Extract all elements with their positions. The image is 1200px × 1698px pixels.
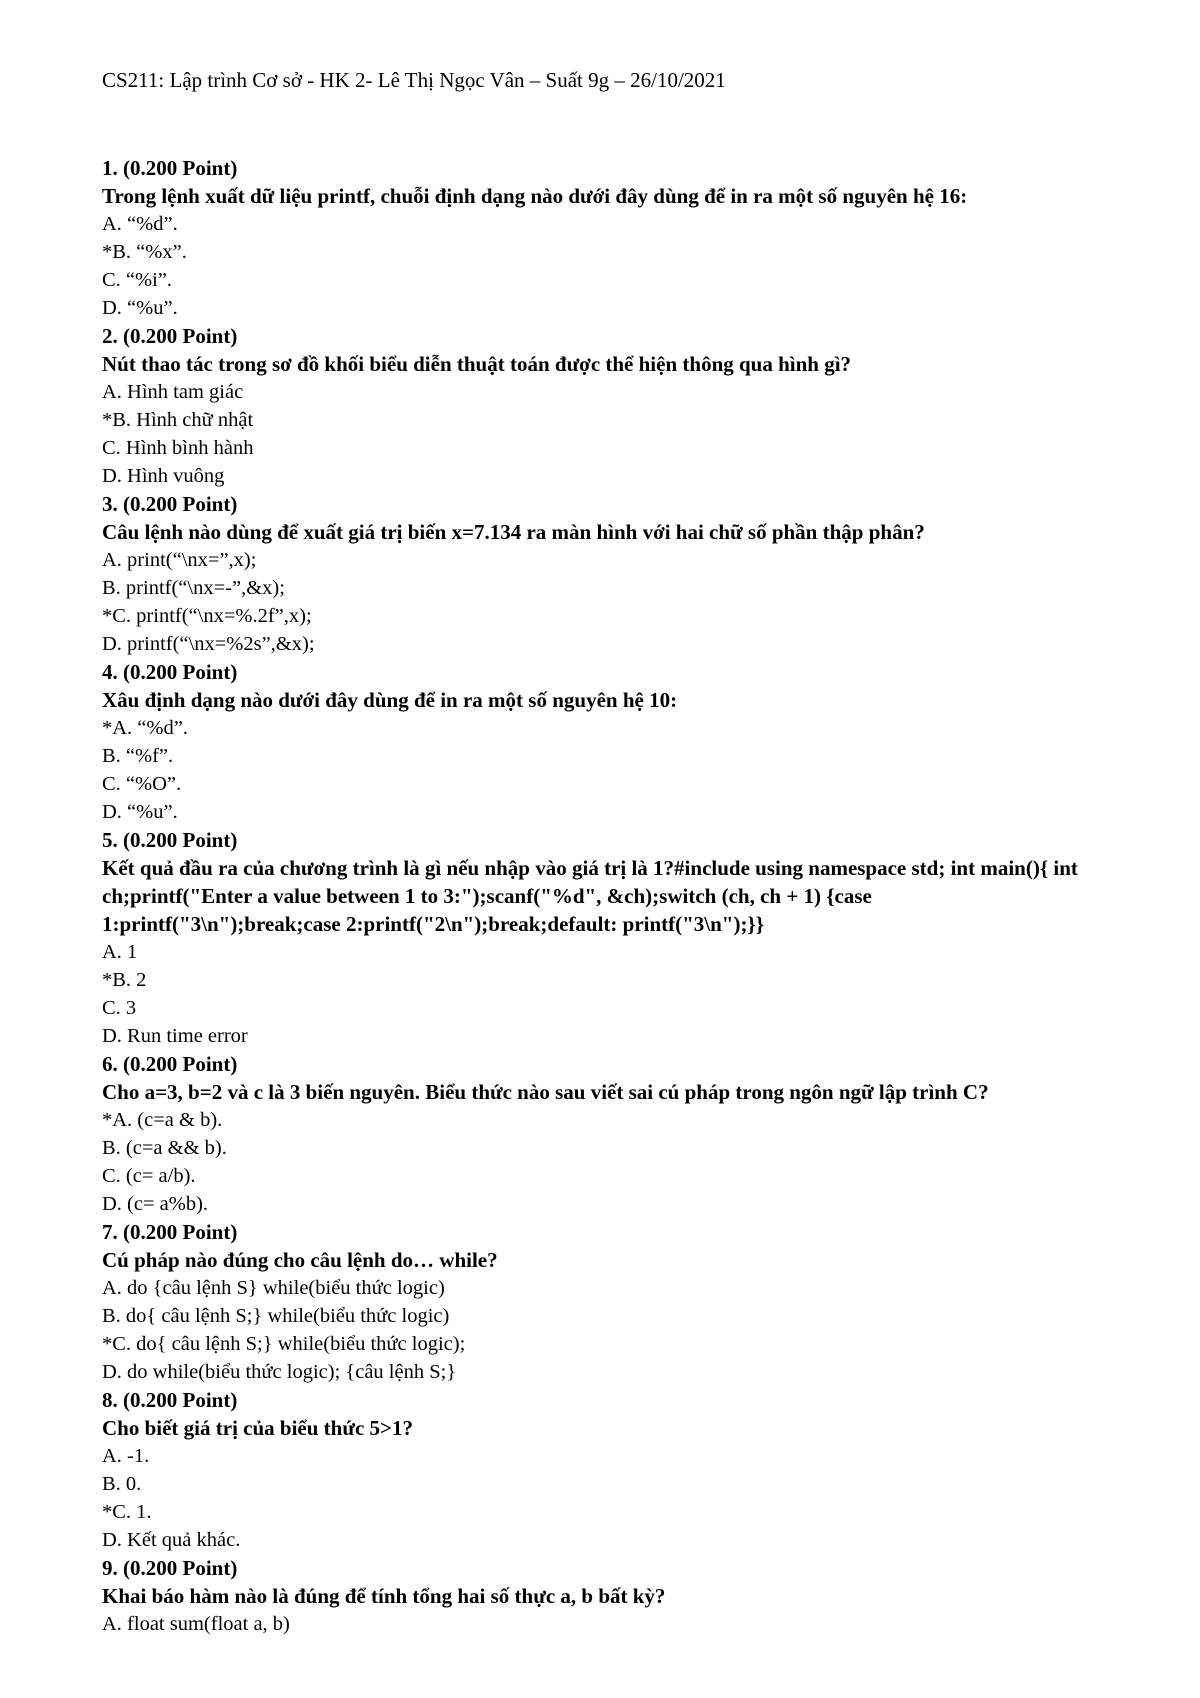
answer-option: C. (c= a/b). — [102, 1165, 196, 1187]
question-8 — [102, 1386, 1102, 1554]
question-number: 2. (0.200 Point) — [102, 324, 238, 348]
question-text: Cho a=3, b=2 và c là 3 biến nguyên. Biểu thức nào sau viết sai cú pháp trong ngôn ngữ lập trình C? — [102, 1080, 989, 1104]
answer-option: A. float sum(float a, b) — [102, 1613, 290, 1635]
question-number: 8. (0.200 Point) — [102, 1388, 238, 1412]
answer-option: C. 3 — [102, 997, 137, 1019]
question-5 — [102, 826, 1102, 1050]
question-number: 9. (0.200 Point) — [102, 1556, 238, 1580]
answer-option: D. Hình vuông — [102, 465, 225, 487]
question-text: Cú pháp nào đúng cho câu lệnh do… while? — [102, 1248, 498, 1272]
answer-option: *A. (c=a & b). — [102, 1109, 223, 1131]
question-text: Kết quả đầu ra của chương trình là gì nếu nhập vào giá trị là 1?#include using namespace std; int main(){ int ch;printf("Enter a value between 1 to 3:");scanf("%d", &ch);switch (ch, ch + 1) {case 1:printf("3\n");break;case 2:printf("2\n");break;default: printf("3\n");}} — [102, 856, 1078, 936]
answer-option: B. “%f”. — [102, 745, 174, 767]
answer-option: *B. “%x”. — [102, 241, 187, 263]
answer-option: *C. do{ câu lệnh S;} while(biểu thức logic); — [102, 1333, 466, 1355]
question-number: 1. (0.200 Point) — [102, 156, 238, 180]
answer-option: A. 1 — [102, 941, 138, 963]
answer-option: A. “%d”. — [102, 213, 178, 235]
question-number: 5. (0.200 Point) — [102, 828, 238, 852]
answer-option: D. Run time error — [102, 1025, 248, 1047]
question-2 — [102, 322, 1102, 490]
answer-option: C. “%O”. — [102, 773, 182, 795]
answer-option: C. Hình bình hành — [102, 437, 254, 459]
answer-option: *B. 2 — [102, 969, 147, 991]
answer-option: B. (c=a && b). — [102, 1137, 227, 1159]
question-number: 6. (0.200 Point) — [102, 1052, 238, 1076]
question-text: Xâu định dạng nào dưới đây dùng để in ra một số nguyên hệ 10: — [102, 688, 678, 712]
question-3 — [102, 490, 1102, 658]
answer-option: D. Kết quả khác. — [102, 1529, 241, 1551]
answer-option: *B. Hình chữ nhật — [102, 409, 254, 431]
answer-option: A. -1. — [102, 1445, 150, 1467]
answer-option: *C. 1. — [102, 1501, 152, 1523]
answer-option: A. print(“\nx=”,x); — [102, 549, 257, 571]
question-6 — [102, 1050, 1102, 1218]
question-text: Câu lệnh nào dùng để xuất giá trị biến x=7.134 ra màn hình với hai chữ số phần thập phân? — [102, 520, 925, 544]
answer-option: B. 0. — [102, 1473, 142, 1495]
answer-option: *C. printf(“\nx=%.2f”,x); — [102, 605, 312, 627]
question-list — [102, 154, 1102, 1638]
answer-option: D. (c= a%b). — [102, 1193, 209, 1215]
question-text: Trong lệnh xuất dữ liệu printf, chuỗi định dạng nào dưới đây dùng để in ra một số nguyên hệ 16: — [102, 184, 968, 208]
question-number: 4. (0.200 Point) — [102, 660, 238, 684]
question-7 — [102, 1218, 1102, 1386]
answer-option: *A. “%d”. — [102, 717, 188, 739]
answer-option: A. do {câu lệnh S} while(biểu thức logic) — [102, 1277, 445, 1299]
question-9 — [102, 1554, 1102, 1638]
question-number: 7. (0.200 Point) — [102, 1220, 238, 1244]
answer-option: A. Hình tam giác — [102, 381, 244, 403]
answer-option: D. “%u”. — [102, 297, 178, 319]
answer-option: C. “%i”. — [102, 269, 173, 291]
answer-option: B. printf(“\nx=-”,&x); — [102, 577, 285, 599]
answer-option: D. printf(“\nx=%2s”,&x); — [102, 633, 315, 655]
question-1 — [102, 154, 1102, 322]
question-text: Khai báo hàm nào là đúng để tính tổng hai số thực a, b bất kỳ? — [102, 1584, 666, 1608]
answer-option: D. “%u”. — [102, 801, 178, 823]
question-text: Cho biết giá trị của biểu thức 5>1? — [102, 1416, 413, 1440]
exam-header: CS211: Lập trình Cơ sở - HK 2- Lê Thị Ngọc Vân – Suất 9g – 26/10/2021 — [102, 68, 726, 92]
question-4 — [102, 658, 1102, 826]
question-text: Nút thao tác trong sơ đồ khối biểu diễn thuật toán được thể hiện thông qua hình gì? — [102, 352, 852, 376]
answer-option: D. do while(biểu thức logic); {câu lệnh S;} — [102, 1361, 457, 1383]
answer-option: B. do{ câu lệnh S;} while(biểu thức logic) — [102, 1305, 450, 1327]
question-number: 3. (0.200 Point) — [102, 492, 238, 516]
